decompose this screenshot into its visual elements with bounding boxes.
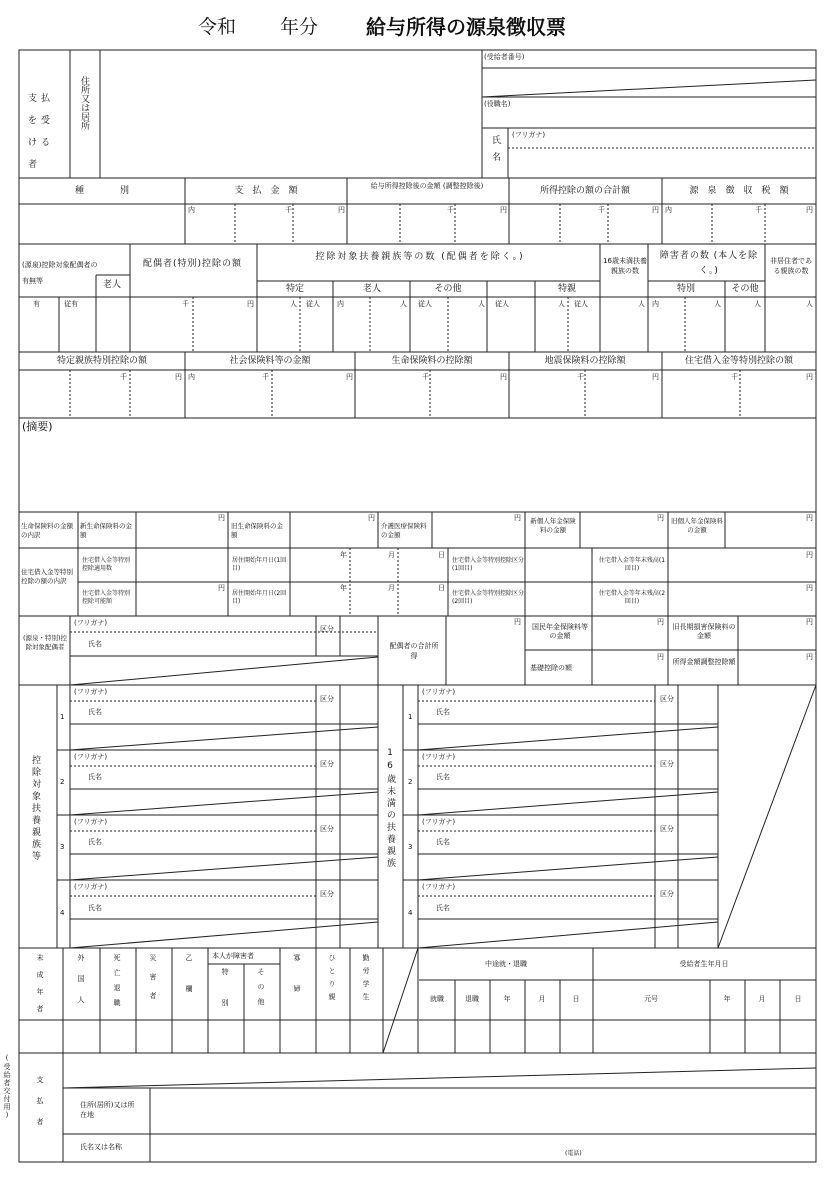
kubun2-label: 住宅借入金等特別控除区分(2回目) <box>452 590 525 605</box>
unit-en: 円 <box>514 618 521 626</box>
nonresident-label: 非居住者である親族の数 <box>770 257 812 275</box>
unit-tsuki: 月 <box>388 551 395 559</box>
midyear-label: 中途就・退職 <box>485 960 527 968</box>
col-payment: 支 払 金 額 <box>234 186 298 196</box>
dependents-count-label: 控除対象扶養親族等の数 (配偶者を除く。) <box>315 252 525 262</box>
unit-nin: 人 <box>638 300 645 308</box>
name-field-label: 氏名 <box>88 640 102 648</box>
unit-en: 円 <box>806 206 813 214</box>
unit-en: 円 <box>500 206 507 214</box>
kubun-label: 区分 <box>320 625 334 633</box>
col-working-student: 勤労学生 <box>362 954 370 1006</box>
kubun-label: 区分 <box>660 890 674 898</box>
col-special: 特別 <box>221 968 229 1030</box>
kubun1-label: 住宅借入金等特別控除区分(1回目) <box>452 557 525 572</box>
address-label: 住所又は居所 <box>79 76 89 130</box>
hi-label: 日 <box>572 995 580 1003</box>
col-withholding: 源 泉 徴 収 税 額 <box>689 186 789 196</box>
payer-label: 支払者 <box>36 1076 44 1139</box>
dep-number-4: 4 <box>60 909 65 917</box>
unit-sen: 千 <box>262 373 269 381</box>
possible-amount-label: 住宅借入金等特別控除可能額 <box>82 590 131 605</box>
col-type: 種 別 <box>74 186 130 196</box>
col-housing-loan: 住宅借入金等特別控除の額 <box>684 356 794 366</box>
col-deduction-total: 所得控除の額の合計額 <box>539 186 631 196</box>
furigana-label: (フリガナ) <box>74 753 108 761</box>
u16-number-2: 2 <box>408 778 413 786</box>
col-otsu: 乙欄 <box>185 954 193 1016</box>
name-field-label: 氏名 <box>436 708 450 716</box>
tsuki-label: 月 <box>538 995 546 1003</box>
unit-sen: 千 <box>182 300 189 308</box>
disabled-label: 障害者の数 (本人を除く。) <box>659 251 759 276</box>
recipient-number-label: (受給者番号) <box>484 53 525 61</box>
unit-jyunin: 従人 <box>306 300 320 308</box>
kubun-label: 区分 <box>660 695 674 703</box>
unit-en: 円 <box>514 514 521 522</box>
unit-uchi: 内 <box>337 300 344 308</box>
furigana-label: (フリガナ) <box>74 883 108 891</box>
kubun-label: 区分 <box>320 890 334 898</box>
furigana-label: (フリガナ) <box>74 688 108 696</box>
kubun-label: 区分 <box>320 760 334 768</box>
unit-nin: 人 <box>806 300 813 308</box>
col-single-parent: ひとり親 <box>328 954 336 1006</box>
unit-sen: 千 <box>731 373 738 381</box>
unit-sen: 千 <box>285 206 292 214</box>
unit-sen: 千 <box>422 373 429 381</box>
date2-label: 居住開始年月日(2回目) <box>232 590 287 605</box>
new-pension-label: 新個人年金保険料の金額 <box>530 517 576 534</box>
summary-label: (摘要) <box>22 420 53 433</box>
dependents-left-label: 控除対象扶養親族等 <box>30 755 40 863</box>
old-long-term-label: 旧長期損害保険料の金額 <box>672 623 736 640</box>
shushoku-label: 就職 <box>430 995 444 1003</box>
unit-uchi: 内 <box>652 300 659 308</box>
name-field-label: 氏名 <box>436 773 450 781</box>
tokutei-label: 特定 <box>285 284 305 294</box>
gengo-label: 元号 <box>644 995 658 1003</box>
kubun-label: 区分 <box>660 825 674 833</box>
unit-en: 円 <box>652 206 659 214</box>
name-field-label: 氏名 <box>436 838 450 846</box>
unit-en: 円 <box>652 373 659 381</box>
furigana-label: (フリガナ) <box>422 883 456 891</box>
unit-en: 円 <box>218 514 225 522</box>
balance1-label: 住宅借入金等年末残高(1回目) <box>598 557 666 572</box>
unit-nen: 年 <box>340 584 347 592</box>
elderly-label: 老人 <box>103 280 122 290</box>
old-pension-label: 旧個人年金保険料の金額 <box>671 517 723 534</box>
col-specific-relative: 特定親族特別控除の額 <box>56 356 148 366</box>
furigana-label: (フリガナ) <box>422 753 456 761</box>
tokushu-label: 特親 <box>557 284 577 294</box>
unit-nin: 人 <box>754 300 761 308</box>
unit-nin: 人 <box>400 300 407 308</box>
hi-label: 日 <box>794 995 802 1003</box>
side-note: (受給者交付用) <box>3 1054 11 1120</box>
unit-en: 円 <box>806 653 813 661</box>
jusha-label: 従有 <box>64 300 78 308</box>
furigana-label: (フリガナ) <box>422 688 456 696</box>
spouse-total-income-label: 配偶者の合計所得 <box>389 642 439 660</box>
payee-label: 支払を受ける者 <box>28 94 55 170</box>
unit-sen: 千 <box>755 206 762 214</box>
u16-number-1: 1 <box>408 713 413 721</box>
unit-tsuki: 月 <box>388 584 395 592</box>
rojin-label: 老人 <box>362 284 382 294</box>
name-field-label: 氏名 <box>88 708 102 716</box>
unit-en: 円 <box>806 618 813 626</box>
unit-en: 円 <box>338 206 345 214</box>
kubun-label: 区分 <box>320 695 334 703</box>
yes-label: 有 <box>33 300 40 308</box>
unit-en: 円 <box>657 618 664 626</box>
balance2-label: 住宅借入金等年末残高(2回目) <box>598 590 666 605</box>
dep-number-1: 1 <box>60 713 65 721</box>
unit-en: 円 <box>657 514 664 522</box>
u16-number-3: 3 <box>408 843 413 851</box>
col-life-insurance: 生命保険料の控除額 <box>391 356 473 366</box>
nen-label: 年 <box>723 995 731 1003</box>
unit-nin: 人 <box>290 300 297 308</box>
col-social-insurance: 社会保険料等の金額 <box>229 356 311 366</box>
spouse-presence-label: (源泉)控除対象配偶者の有無等 <box>22 261 98 285</box>
dep-number-2: 2 <box>60 778 65 786</box>
furigana-label: (フリガナ) <box>74 619 108 627</box>
unit-sen: 千 <box>598 206 605 214</box>
dependents-right-label: 16歳未満の扶養親族 <box>385 748 395 870</box>
col-widow: 寡婦 <box>293 954 301 1016</box>
name-field-label: 氏名 <box>436 904 450 912</box>
spouse-special-label: 配偶者(特別)控除の額 <box>143 259 243 269</box>
disabled-other-label: その他 <box>731 284 759 294</box>
furigana-label: (フリガナ) <box>422 818 456 826</box>
furigana-label: (フリガナ) <box>74 818 108 826</box>
position-label: (役職名) <box>484 100 511 108</box>
unit-sen: 千 <box>447 206 454 214</box>
col-earthquake: 地震保険料の控除額 <box>544 356 626 366</box>
unit-jyunin: 従人 <box>495 300 509 308</box>
unit-en: 円 <box>346 373 353 381</box>
u16-number-4: 4 <box>408 909 413 917</box>
tokubetsu-label: 特別 <box>676 284 696 294</box>
applicable-count-label: 住宅借入金等特別控除適用数 <box>82 557 131 572</box>
disabled-self-label: 本人が障害者 <box>212 952 254 960</box>
care-label: 介護医療保険料の金額 <box>381 522 427 539</box>
unit-en: 円 <box>175 373 182 381</box>
unit-nin: 人 <box>558 300 565 308</box>
kubun-label: 区分 <box>660 760 674 768</box>
unit-uchi: 内 <box>188 206 195 214</box>
name-field-label: 氏名 <box>88 838 102 846</box>
unit-uchi: 内 <box>188 373 195 381</box>
furigana-label: (フリガナ) <box>512 131 546 139</box>
spouse-section-label: (源泉・特別)控除対象配偶者 <box>22 634 68 651</box>
dep-number-3: 3 <box>60 843 65 851</box>
unit-en: 円 <box>806 551 813 559</box>
col-disaster: 災害者 <box>149 954 157 1011</box>
new-life-label: 新生命保険料の金額 <box>80 522 132 539</box>
basic-deduction-label: 基礎控除の額 <box>530 664 572 672</box>
col-death-retirement: 死亡退職 <box>113 954 121 1014</box>
col-other: その他 <box>257 968 265 1013</box>
col-foreigner: 外国人 <box>77 954 85 1017</box>
unit-en: 円 <box>500 373 507 381</box>
unit-en: 円 <box>806 514 813 522</box>
unit-uchi: 内 <box>665 206 672 214</box>
kubun-label: 区分 <box>320 825 334 833</box>
unit-hi: 日 <box>438 584 445 592</box>
title-year-unit: 年分 <box>280 16 319 38</box>
unit-nin: 人 <box>478 300 485 308</box>
tsuki-label: 月 <box>758 995 766 1003</box>
national-pension-label: 国民年金保険料等の金額 <box>532 623 588 640</box>
unit-en: 円 <box>806 584 813 592</box>
unit-jyunin: 従人 <box>574 300 588 308</box>
unit-nen: 年 <box>340 551 347 559</box>
old-life-label: 旧生命保険料の金額 <box>231 522 283 539</box>
unit-sen: 千 <box>120 373 127 381</box>
unit-sen: 千 <box>577 373 584 381</box>
birthdate-label: 受給者生年月日 <box>679 960 729 968</box>
unit-en: 円 <box>218 584 225 592</box>
col-minor: 未成年者 <box>36 954 44 1022</box>
date1-label: 居住開始年月日(1回目) <box>232 557 287 572</box>
nen-label: 年 <box>503 995 511 1003</box>
sonota-label: その他 <box>434 284 462 294</box>
title-era: 令和 <box>198 16 237 38</box>
housing-breakdown-label: 住宅借入金等特別控除の額の内訳 <box>21 568 73 585</box>
taishoku-label: 退職 <box>465 995 479 1003</box>
name-field-label: 氏名 <box>88 904 102 912</box>
name-field-label: 氏名 <box>88 773 102 781</box>
under16-label: 16歳未満扶養親族の数 <box>603 257 647 275</box>
page-title: 給与所得の源泉徴収票 <box>366 15 566 39</box>
unit-en: 円 <box>368 514 375 522</box>
insurance-breakdown-label: 生命保険料の金額の内訳 <box>21 522 73 539</box>
payer-name-label: 氏名又は名称 <box>80 1143 122 1151</box>
name-label: 氏名 <box>490 135 500 169</box>
unit-en: 円 <box>806 373 813 381</box>
unit-en: 円 <box>657 653 664 661</box>
income-adjust-label: 所得金額調整控除額 <box>672 658 736 666</box>
unit-jyunin: 従人 <box>418 300 432 308</box>
col-after-deduction: 給与所得控除後の金額 (調整控除後) <box>370 182 484 190</box>
unit-hi: 日 <box>438 551 445 559</box>
phone-label: (電話) <box>565 1150 582 1157</box>
unit-en: 円 <box>247 300 254 308</box>
unit-nin: 人 <box>714 300 721 308</box>
payer-address-label: 住所(居所)又は所在地 <box>80 1101 135 1119</box>
